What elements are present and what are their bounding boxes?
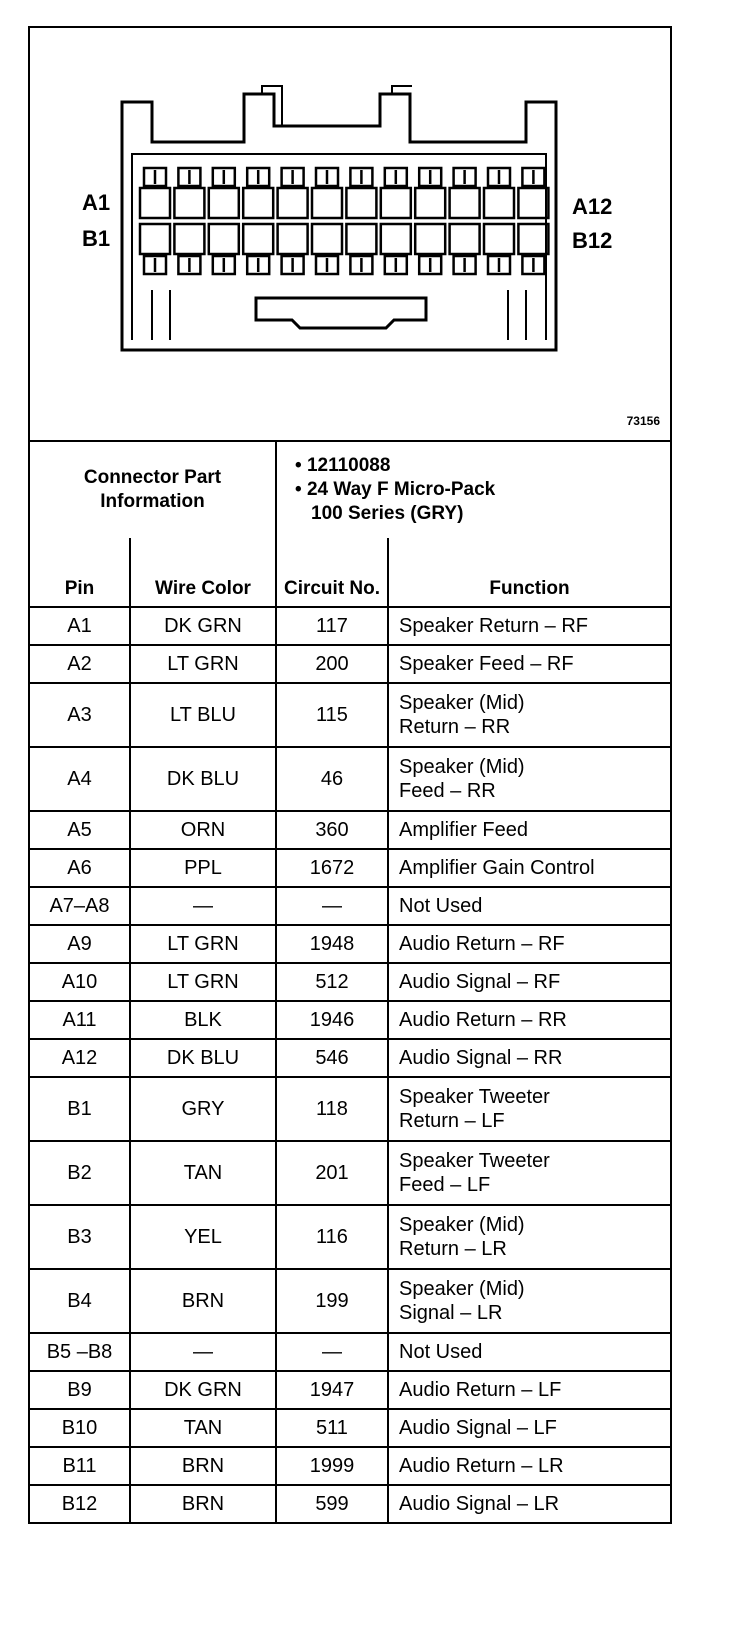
function-line: Amplifier Gain Control	[399, 857, 595, 879]
label-b12: B12	[572, 228, 613, 253]
function-line: Audio Signal – LF	[399, 1417, 557, 1439]
pin-cavity	[312, 224, 342, 254]
function-cell	[388, 1409, 670, 1447]
wire-color-cell: LT GRN	[130, 645, 276, 683]
wire-color-cell: LT BLU	[130, 683, 276, 747]
wire-color-cell: DK BLU	[130, 1039, 276, 1077]
function-cell	[388, 811, 670, 849]
part-number: • 12110088	[295, 454, 664, 478]
pin-cavity	[209, 188, 239, 218]
pin-cell: B2	[30, 1141, 130, 1205]
header-pin: Pin	[30, 538, 130, 607]
connector-diagram	[30, 28, 670, 442]
function-line: Not Used	[399, 895, 483, 917]
pin-cell: A9	[30, 925, 130, 963]
wire-color-cell: DK BLU	[130, 747, 276, 811]
wire-color-cell: BRN	[130, 1269, 276, 1333]
description-line1: • 24 Way F Micro-Pack	[295, 478, 664, 502]
circuit-cell: —	[276, 1333, 388, 1371]
function-cell	[388, 849, 670, 887]
circuit-cell: 1948	[276, 925, 388, 963]
connector-sheet	[28, 26, 672, 1524]
function-cell	[388, 1447, 670, 1485]
function-line: Speaker Return – RF	[399, 615, 588, 637]
table-row	[30, 607, 670, 645]
function-line: Speaker (Mid)	[399, 756, 525, 778]
function-line: Amplifier Feed	[399, 819, 528, 841]
pin-cell: A12	[30, 1039, 130, 1077]
pin-cell: A11	[30, 1001, 130, 1039]
circuit-cell: —	[276, 887, 388, 925]
function-cell	[388, 887, 670, 925]
pin-cavity	[381, 224, 411, 254]
table-row	[30, 1001, 670, 1039]
wire-color-cell: ORN	[130, 811, 276, 849]
description-line2: 100 Series (GRY)	[311, 503, 464, 524]
function-cell	[388, 1371, 670, 1409]
pin-cell: B9	[30, 1371, 130, 1409]
pin-cavity	[312, 188, 342, 218]
pin-cavity	[243, 224, 273, 254]
label-b1: B1	[82, 226, 111, 251]
function-cell	[388, 925, 670, 963]
table-row	[30, 1447, 670, 1485]
figure-number: 73156	[626, 414, 660, 428]
table-row	[30, 1371, 670, 1409]
pin-cavity	[243, 188, 273, 218]
function-cell	[388, 645, 670, 683]
connector-info-table	[30, 442, 670, 538]
pin-cavity	[346, 188, 376, 218]
function-line: Audio Signal – LR	[399, 1493, 560, 1515]
label-a1: A1	[82, 190, 111, 215]
header-circuit: Circuit No.	[276, 538, 388, 607]
pin-cell: B10	[30, 1409, 130, 1447]
function-cell	[388, 1485, 670, 1522]
function-cell	[388, 747, 670, 811]
wire-color-cell: BLK	[130, 1001, 276, 1039]
function-line: Speaker Tweeter	[399, 1086, 550, 1108]
wire-color-cell: YEL	[130, 1205, 276, 1269]
pin-cell: B1	[30, 1077, 130, 1141]
header-function: Function	[388, 538, 670, 607]
function-line: Audio Return – LF	[399, 1379, 562, 1401]
pinout-table	[30, 538, 670, 1522]
function-line: Speaker Feed – RF	[399, 653, 574, 675]
table-row	[30, 747, 670, 811]
pin-cavity	[381, 188, 411, 218]
circuit-cell: 46	[276, 747, 388, 811]
function-line: Audio Return – RF	[399, 933, 565, 955]
wire-color-cell: TAN	[130, 1141, 276, 1205]
pin-cavity	[174, 224, 204, 254]
pin-cavity	[518, 188, 548, 218]
function-line: Return – LF	[399, 1110, 505, 1132]
function-line: Return – LR	[399, 1238, 507, 1260]
table-row	[30, 683, 670, 747]
pin-cell: B4	[30, 1269, 130, 1333]
circuit-cell: 1672	[276, 849, 388, 887]
circuit-cell: 512	[276, 963, 388, 1001]
circuit-cell: 117	[276, 607, 388, 645]
pin-cavity	[278, 224, 308, 254]
function-line: Audio Return – RR	[399, 1009, 567, 1031]
function-cell	[388, 1205, 670, 1269]
pin-cavity	[415, 188, 445, 218]
function-line: Speaker Tweeter	[399, 1150, 550, 1172]
table-row	[30, 1205, 670, 1269]
table-row	[30, 1039, 670, 1077]
circuit-cell: 1946	[276, 1001, 388, 1039]
circuit-cell: 116	[276, 1205, 388, 1269]
wire-color-cell: PPL	[130, 849, 276, 887]
table-row	[30, 1409, 670, 1447]
wire-color-cell: GRY	[130, 1077, 276, 1141]
wire-color-cell: LT GRN	[130, 963, 276, 1001]
pin-cavity	[346, 224, 376, 254]
circuit-cell: 511	[276, 1409, 388, 1447]
table-row	[30, 963, 670, 1001]
function-line: Feed – LF	[399, 1174, 491, 1196]
pin-cavity	[415, 224, 445, 254]
pin-cavity	[518, 224, 548, 254]
function-line: Speaker (Mid)	[399, 1214, 525, 1236]
circuit-cell: 200	[276, 645, 388, 683]
function-cell	[388, 1077, 670, 1141]
wire-color-cell: BRN	[130, 1447, 276, 1485]
wire-color-cell: DK GRN	[130, 607, 276, 645]
function-cell	[388, 1269, 670, 1333]
circuit-cell: 599	[276, 1485, 388, 1522]
circuit-cell: 1947	[276, 1371, 388, 1409]
pin-cell: A4	[30, 747, 130, 811]
wire-color-cell: TAN	[130, 1409, 276, 1447]
wire-color-cell: DK GRN	[130, 1371, 276, 1409]
pin-cell: A3	[30, 683, 130, 747]
function-line: Audio Signal – RF	[399, 971, 561, 993]
function-cell	[388, 683, 670, 747]
circuit-cell: 546	[276, 1039, 388, 1077]
pin-cell: B11	[30, 1447, 130, 1485]
table-row	[30, 1485, 670, 1522]
pin-cavity	[209, 224, 239, 254]
pin-cavity	[450, 188, 480, 218]
function-cell	[388, 1001, 670, 1039]
circuit-cell: 118	[276, 1077, 388, 1141]
table-row	[30, 645, 670, 683]
wire-color-cell: —	[130, 1333, 276, 1371]
pin-cell: A2	[30, 645, 130, 683]
function-cell	[388, 607, 670, 645]
pin-cell: A5	[30, 811, 130, 849]
label-a12: A12	[572, 194, 613, 219]
pin-cavity	[140, 224, 170, 254]
circuit-cell: 1999	[276, 1447, 388, 1485]
function-line: Signal – LR	[399, 1302, 503, 1324]
function-cell	[388, 1141, 670, 1205]
pin-cavity	[174, 188, 204, 218]
wire-color-cell: BRN	[130, 1485, 276, 1522]
function-cell	[388, 963, 670, 1001]
function-cell	[388, 1333, 670, 1371]
table-row	[30, 1077, 670, 1141]
header-wire-color: Wire Color	[130, 538, 276, 607]
wire-color-cell: —	[130, 887, 276, 925]
pin-cavity	[484, 224, 514, 254]
pin-cell: A1	[30, 607, 130, 645]
table-row	[30, 811, 670, 849]
function-line: Feed – RR	[399, 780, 496, 802]
circuit-cell: 199	[276, 1269, 388, 1333]
connector-info-label: Connector Part Information	[30, 442, 276, 538]
pin-cell: A7–A8	[30, 887, 130, 925]
pin-cell: B5 –B8	[30, 1333, 130, 1371]
housing-outline	[122, 94, 556, 350]
circuit-cell: 201	[276, 1141, 388, 1205]
pin-cavity	[278, 188, 308, 218]
function-line: Speaker (Mid)	[399, 1278, 525, 1300]
circuit-cell: 360	[276, 811, 388, 849]
table-row	[30, 1269, 670, 1333]
function-line: Audio Return – LR	[399, 1455, 564, 1477]
pin-cell: A6	[30, 849, 130, 887]
circuit-cell: 115	[276, 683, 388, 747]
function-line: Speaker (Mid)	[399, 692, 525, 714]
function-cell	[388, 1039, 670, 1077]
pin-cavity	[484, 188, 514, 218]
pin-cell: A10	[30, 963, 130, 1001]
table-row	[30, 1141, 670, 1205]
table-row	[30, 887, 670, 925]
pin-cavity	[140, 188, 170, 218]
table-row	[30, 1333, 670, 1371]
function-line: Audio Signal – RR	[399, 1047, 563, 1069]
table-row	[30, 849, 670, 887]
table-row	[30, 925, 670, 963]
function-line: Return – RR	[399, 716, 511, 738]
pin-cavity	[450, 224, 480, 254]
function-line: Not Used	[399, 1341, 483, 1363]
wire-color-cell: LT GRN	[130, 925, 276, 963]
connector-info-details	[276, 442, 670, 538]
pin-cell: B3	[30, 1205, 130, 1269]
pin-cell: B12	[30, 1485, 130, 1522]
